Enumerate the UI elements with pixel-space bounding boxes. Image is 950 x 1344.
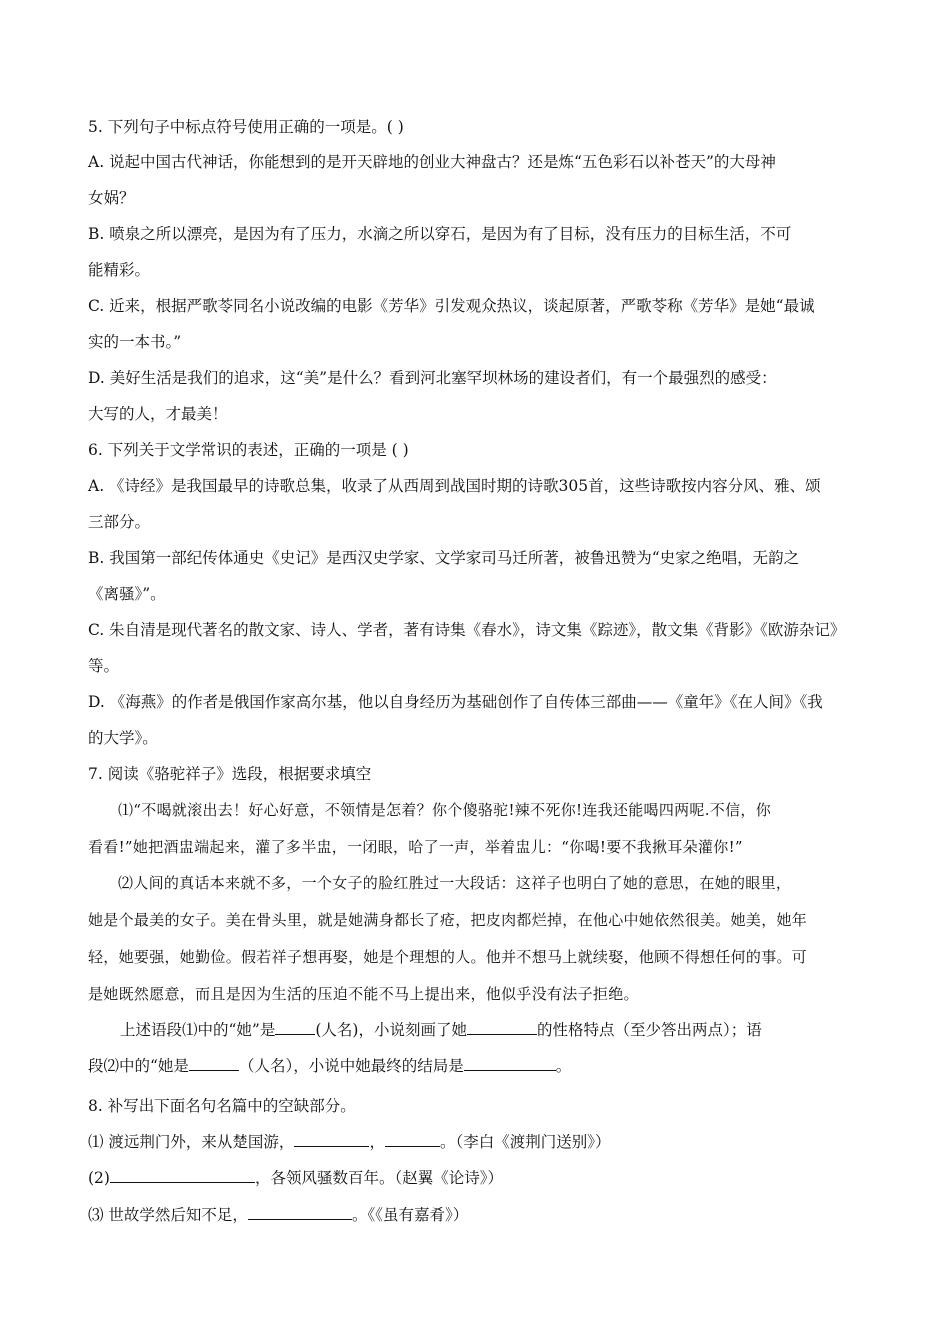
q7-excerpt1-line1: ⑴“不喝就滚出去！好心好意，不领情是怎着？你个傻骆驼!辣不死你!连我还能喝四两呢.不信，你 xyxy=(118,801,771,819)
q6-option-b-line2: 《离骚》”。 xyxy=(88,585,166,603)
q7-blank-name2[interactable] xyxy=(189,1054,239,1071)
q6-option-b-line1: B. 我国第一部纪传体通史《史记》是西汉史学家、文学家司马迁所著，被鲁迅赞为“史家之绝唱，无韵之 xyxy=(88,549,800,567)
q6-option-c-line2: 等。 xyxy=(88,657,120,675)
q6-stem: 6. 下列关于文学常识的表述，正确的一项是 ( ) xyxy=(88,441,409,459)
q5-option-b-line1: B. 喷泉之所以漂亮，是因为有了压力，水滴之所以穿石，是因为有了目标，没有压力的目标生活，不可 xyxy=(88,225,792,243)
q8-item1 xyxy=(88,1130,878,1154)
q5-option-d-line2: 大写的人，才最美！ xyxy=(88,405,228,423)
q5-option-a-line2: 女娲？ xyxy=(88,189,135,207)
q6-option-a-line1: A. 《诗经》是我国最早的诗歌总集，收录了从西周到战国时期的诗歌305首，这些诗歌按内容分风、雅、颂 xyxy=(88,477,821,495)
q7-fill1-text-c: 的性格特点（至少答出两点）；语 xyxy=(536,1021,762,1039)
q8-blank1b[interactable] xyxy=(385,1130,440,1147)
q8-item1-text-a: ⑴ 渡远荆门外，来从楚国游， xyxy=(88,1133,295,1151)
q8-stem: 8. 补写出下面名句名篇中的空缺部分。 xyxy=(88,1097,356,1115)
q7-fill1-text-b: (人名)，小说刻画了她 xyxy=(315,1021,467,1039)
q7-blank-ending[interactable] xyxy=(464,1054,556,1071)
q8-item3-text-b: 。《《虽有嘉肴》） xyxy=(351,1206,469,1224)
q7-blank-name1[interactable] xyxy=(275,1018,315,1035)
q8-item1-text-b: ， xyxy=(369,1133,385,1151)
q8-item3-text-a: ⑶ 世故学然后知不足， xyxy=(88,1206,248,1224)
q8-blank1a[interactable] xyxy=(294,1130,369,1147)
q8-item2-text-a: (2) xyxy=(88,1169,110,1187)
q7-excerpt1-line2: 看看!”她把酒盅端起来，灌了多半盅，一闭眼，哈了一声，举着盅儿：“你喝!要不我揪耳朵灌你!” xyxy=(88,838,743,856)
q6-option-c-line1: C. 朱自清是现代著名的散文家、诗人、学者，著有诗集《春水》，诗文集《踪迹》，散文集《背影》《欧游杂记》 xyxy=(88,621,846,639)
q7-fill-line1 xyxy=(120,1018,878,1042)
q5-option-c-line1: C. 近来，根据严歌苓同名小说改编的电影《芳华》引发观众热议，谈起原著，严歌苓称《芳华》是她“最诚 xyxy=(88,297,815,315)
q8-item2-text-b: ，各领风骚数百年。（赵翼《论诗》） xyxy=(254,1169,503,1187)
q6-option-a-line2: 三部分。 xyxy=(88,513,151,531)
q8-item2 xyxy=(88,1166,878,1190)
q7-excerpt2-line4: 是她既然愿意，而且是因为生活的压迫不能不马上提出来，他似乎没有法子拒绝。 xyxy=(88,985,639,1003)
q7-fill1-text-a: 上述语段⑴中的“她”是 xyxy=(120,1021,276,1039)
q6-option-d-line2: 的大学》。 xyxy=(88,729,158,747)
q5-option-b-line2: 能精彩。 xyxy=(88,261,151,279)
q7-excerpt2-line3: 轻，她要强，她勤俭。假若祥子想再娶，她是个理想的人。他并不想马上就续娶，他顾不得想任何的事。可 xyxy=(88,948,808,966)
q7-blank-traits[interactable] xyxy=(467,1018,537,1035)
q7-fill2-text-b: （人名），小说中她最终的结局是 xyxy=(238,1057,464,1075)
q5-option-c-line2: 实的一本书。” xyxy=(88,333,182,351)
q7-fill2-text-c: 。 xyxy=(555,1057,572,1075)
q7-fill2-text-a: 段⑵中的“她是 xyxy=(88,1057,189,1075)
q7-excerpt2-line1: ⑵人间的真话本来就不多，一个女子的脸红胜过一大段话：这祥子也明白了她的意思，在她的眼里， xyxy=(118,874,792,892)
q8-item1-text-c: 。（李白《渡荆门送别》） xyxy=(439,1133,611,1151)
q8-blank3[interactable] xyxy=(248,1203,352,1220)
q5-stem: 5. 下列句子中标点符号使用正确的一项是。( ) xyxy=(88,118,404,136)
q8-item3 xyxy=(88,1203,878,1227)
q7-stem: 7. 阅读《骆驼祥子》选段，根据要求填空 xyxy=(88,765,372,783)
q5-option-a-line1: A. 说起中国古代神话，你能想到的是开天辟地的创业大神盘古？还是炼“五色彩石以补苍天”的大母神 xyxy=(88,153,776,171)
q7-fill-line2 xyxy=(88,1054,878,1078)
q8-blank2[interactable] xyxy=(110,1166,255,1183)
q5-option-d-line1: D. 美好生活是我们的追求，这“美”是什么？看到河北塞罕坝林场的建设者们，有一个最强烈的感受： xyxy=(88,369,777,387)
q7-excerpt2-line2: 她是个最美的女子。美在骨头里，就是她满身都长了疮，把皮肉都烂掉，在他心中她依然很美。她美，她年 xyxy=(88,911,808,929)
q6-option-d-line1: D. 《海燕》的作者是俄国作家高尔基，他以自身经历为基础创作了自传体三部曲——《童年》《在人间》《我 xyxy=(88,693,823,711)
